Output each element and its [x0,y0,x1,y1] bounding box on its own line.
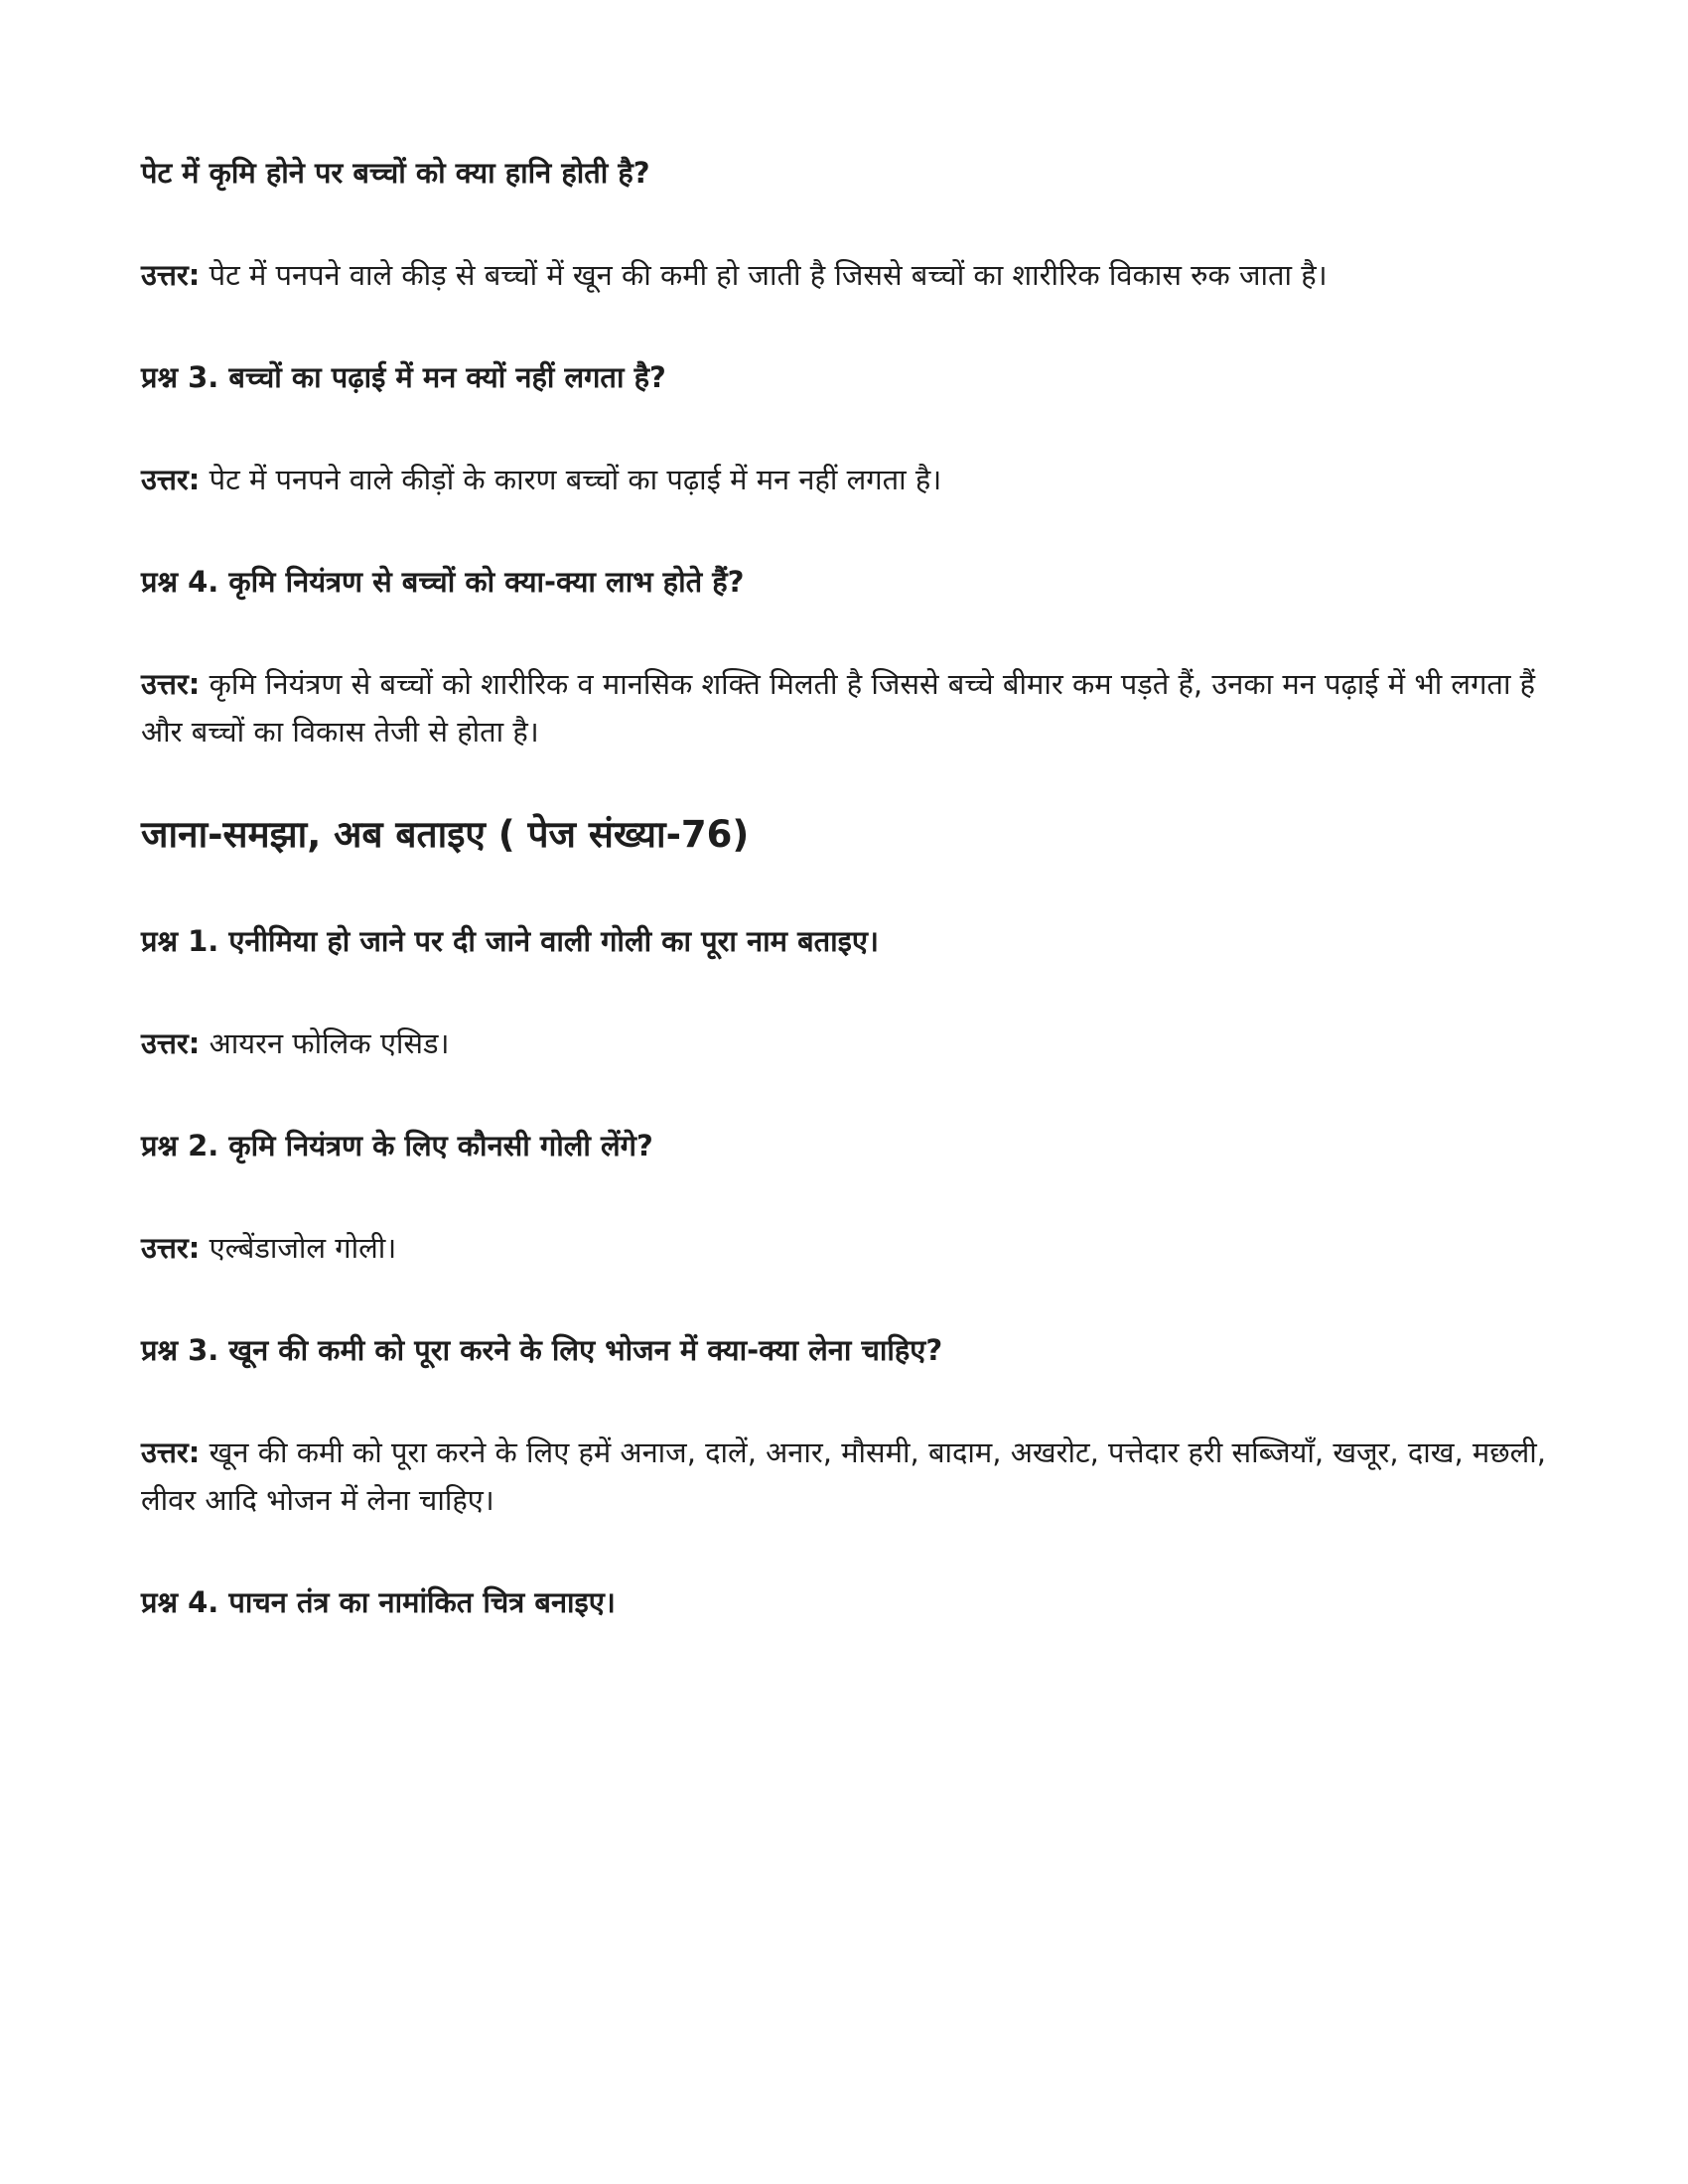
answer-text [141,660,1547,755]
answer-text [141,456,1547,503]
answer-body: खून की कमी को पूरा करने के लिए हमें अनाज, दालें, अनार, मौसमी, बादाम, अखरोट, पत्तेदार हरी सब्जियाँ, खजूर, दाख, मछली, लीवर आदि भोजन में लेना चाहिए। [141,1435,1546,1517]
answer-label: उत्तर: [141,1026,201,1060]
answer-body: पेट में पनपने वाले कीड़ों के कारण बच्चों का पढ़ाई में मन नहीं लगता है। [209,463,942,496]
answer-label: उत्तर: [141,258,201,292]
answer-label: उत्तर: [141,463,201,496]
answer-label: उत्तर: [141,1435,201,1469]
section-heading: जाना-समझा, अब बताइए ( पेज संख्या-76) [141,813,750,856]
question-text: पेट में कृमि होने पर बच्चों को क्या हानि होती है? [141,156,650,190]
answer-body: एल्बेंडाजोल गोली। [209,1231,397,1265]
question-text: प्रश्न 3. खून की कमी को पूरा करने के लिए भोजन में क्या-क्या लेना चाहिए? [141,1333,943,1367]
answer-text [141,251,1547,299]
answer-text [141,1224,1547,1272]
answer-body: पेट में पनपने वाले कीड़ से बच्चों में खून की कमी हो जाती है जिससे बच्चों का शारीरिक विकास रुक जाता है। [209,258,1328,292]
question-text: प्रश्न 4. पाचन तंत्र का नामांकित चित्र बनाइए। [141,1585,616,1619]
answer-label: उत्तर: [141,667,201,701]
question-text: प्रश्न 1. एनीमिया हो जाने पर दी जाने वाली गोली का पूरा नाम बताइए। [141,924,879,958]
question-text: प्रश्न 4. कृमि नियंत्रण से बच्चों को क्या-क्या लाभ होते हैं? [141,565,745,599]
question-text: प्रश्न 3. बच्चों का पढ़ाई में मन क्यों नहीं लगता है? [141,360,666,394]
answer-body: आयरन फोलिक एसिड। [209,1026,450,1060]
answer-body: कृमि नियंत्रण से बच्चों को शारीरिक व मानसिक शक्ति मिलती है जिससे बच्चे बीमार कम पड़ते हैं, उनका मन पढ़ाई में भी लगता हैं और बच्चों का विकास तेजी से होता है। [141,667,1536,749]
document-body [141,149,1547,1626]
answer-label: उत्तर: [141,1231,201,1265]
question-text: प्रश्न 2. कृमि नियंत्रण के लिए कौनसी गोली लेंगे? [141,1129,653,1162]
answer-text [141,1429,1547,1524]
answer-text [141,1020,1547,1067]
